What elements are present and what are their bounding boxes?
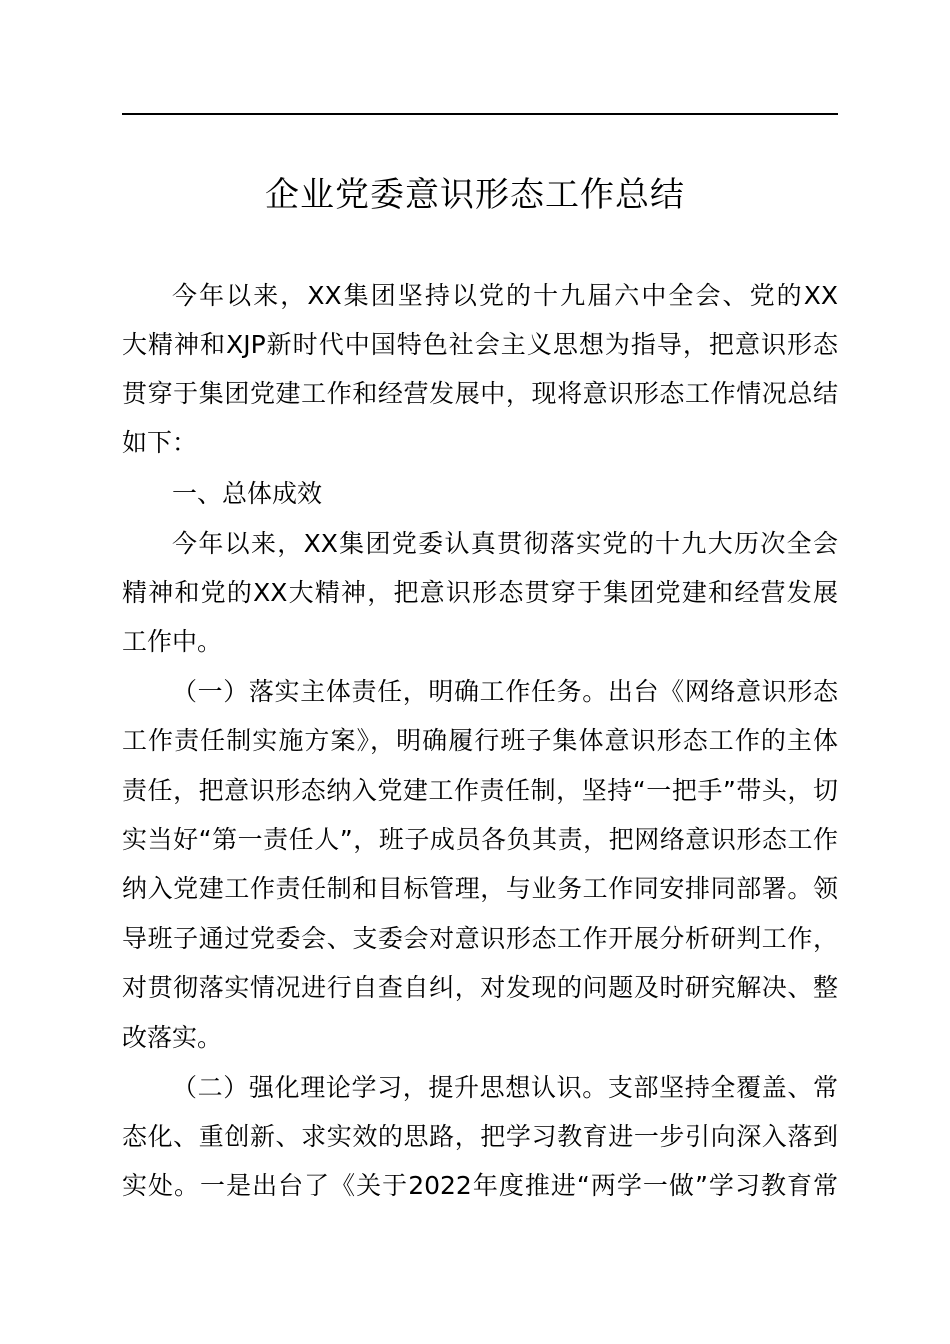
paragraph-line: 实处。一是出台了《关于2022年度推进“两学一做”学习教育常 [122,1171,838,1200]
document-title: 企业党委意识形态工作总结 [265,175,685,215]
paragraph-line: （一）落实主体责任，明确工作任务。出台《网络意识形态 [172,677,838,706]
paragraph-line: 工作责任制实施方案》，明确履行班子集体意识形态工作的主体 [122,726,838,755]
paragraph-line: 大精神和XJP新时代中国特色社会主义思想为指导，把意识形态 [122,330,838,359]
paragraph-line: 对贯彻落实情况进行自查自纠，对发现的问题及时研究解决、整 [122,973,838,1002]
paragraph-line: 态化、重创新、求实效的思路，把学习教育进一步引向深入落到 [122,1122,838,1151]
paragraph-line: 如下： [122,428,198,457]
paragraph-line: 今年以来，XX集团坚持以党的十九届六中全会、党的XX [172,281,838,310]
paragraph-line: 改落实。 [122,1023,223,1052]
paragraph-line: 纳入党建工作责任制和目标管理，与业务工作同安排同部署。领 [122,874,838,903]
paragraph-line: 工作中。 [122,627,223,656]
paragraph-line: 责任，把意识形态纳入党建工作责任制，坚持“一把手”带头，切 [122,776,838,805]
section-heading: 一、总体成效 [172,479,323,508]
paragraph-line: 导班子通过党委会、支委会对意识形态工作开展分析研判工作， [122,924,838,953]
header-rule [122,113,838,115]
paragraph-line: 精神和党的XX大精神，把意识形态贯穿于集团党建和经营发展 [122,578,838,607]
paragraph-line: （二）强化理论学习，提升思想认识。支部坚持全覆盖、常 [172,1073,838,1102]
paragraph-line: 今年以来，XX集团党委认真贯彻落实党的十九大历次全会 [172,529,838,558]
paragraph-line: 实当好“第一责任人”，班子成员各负其责，把网络意识形态工作 [122,825,838,854]
paragraph-line: 贯穿于集团党建工作和经营发展中，现将意识形态工作情况总结 [122,379,838,408]
